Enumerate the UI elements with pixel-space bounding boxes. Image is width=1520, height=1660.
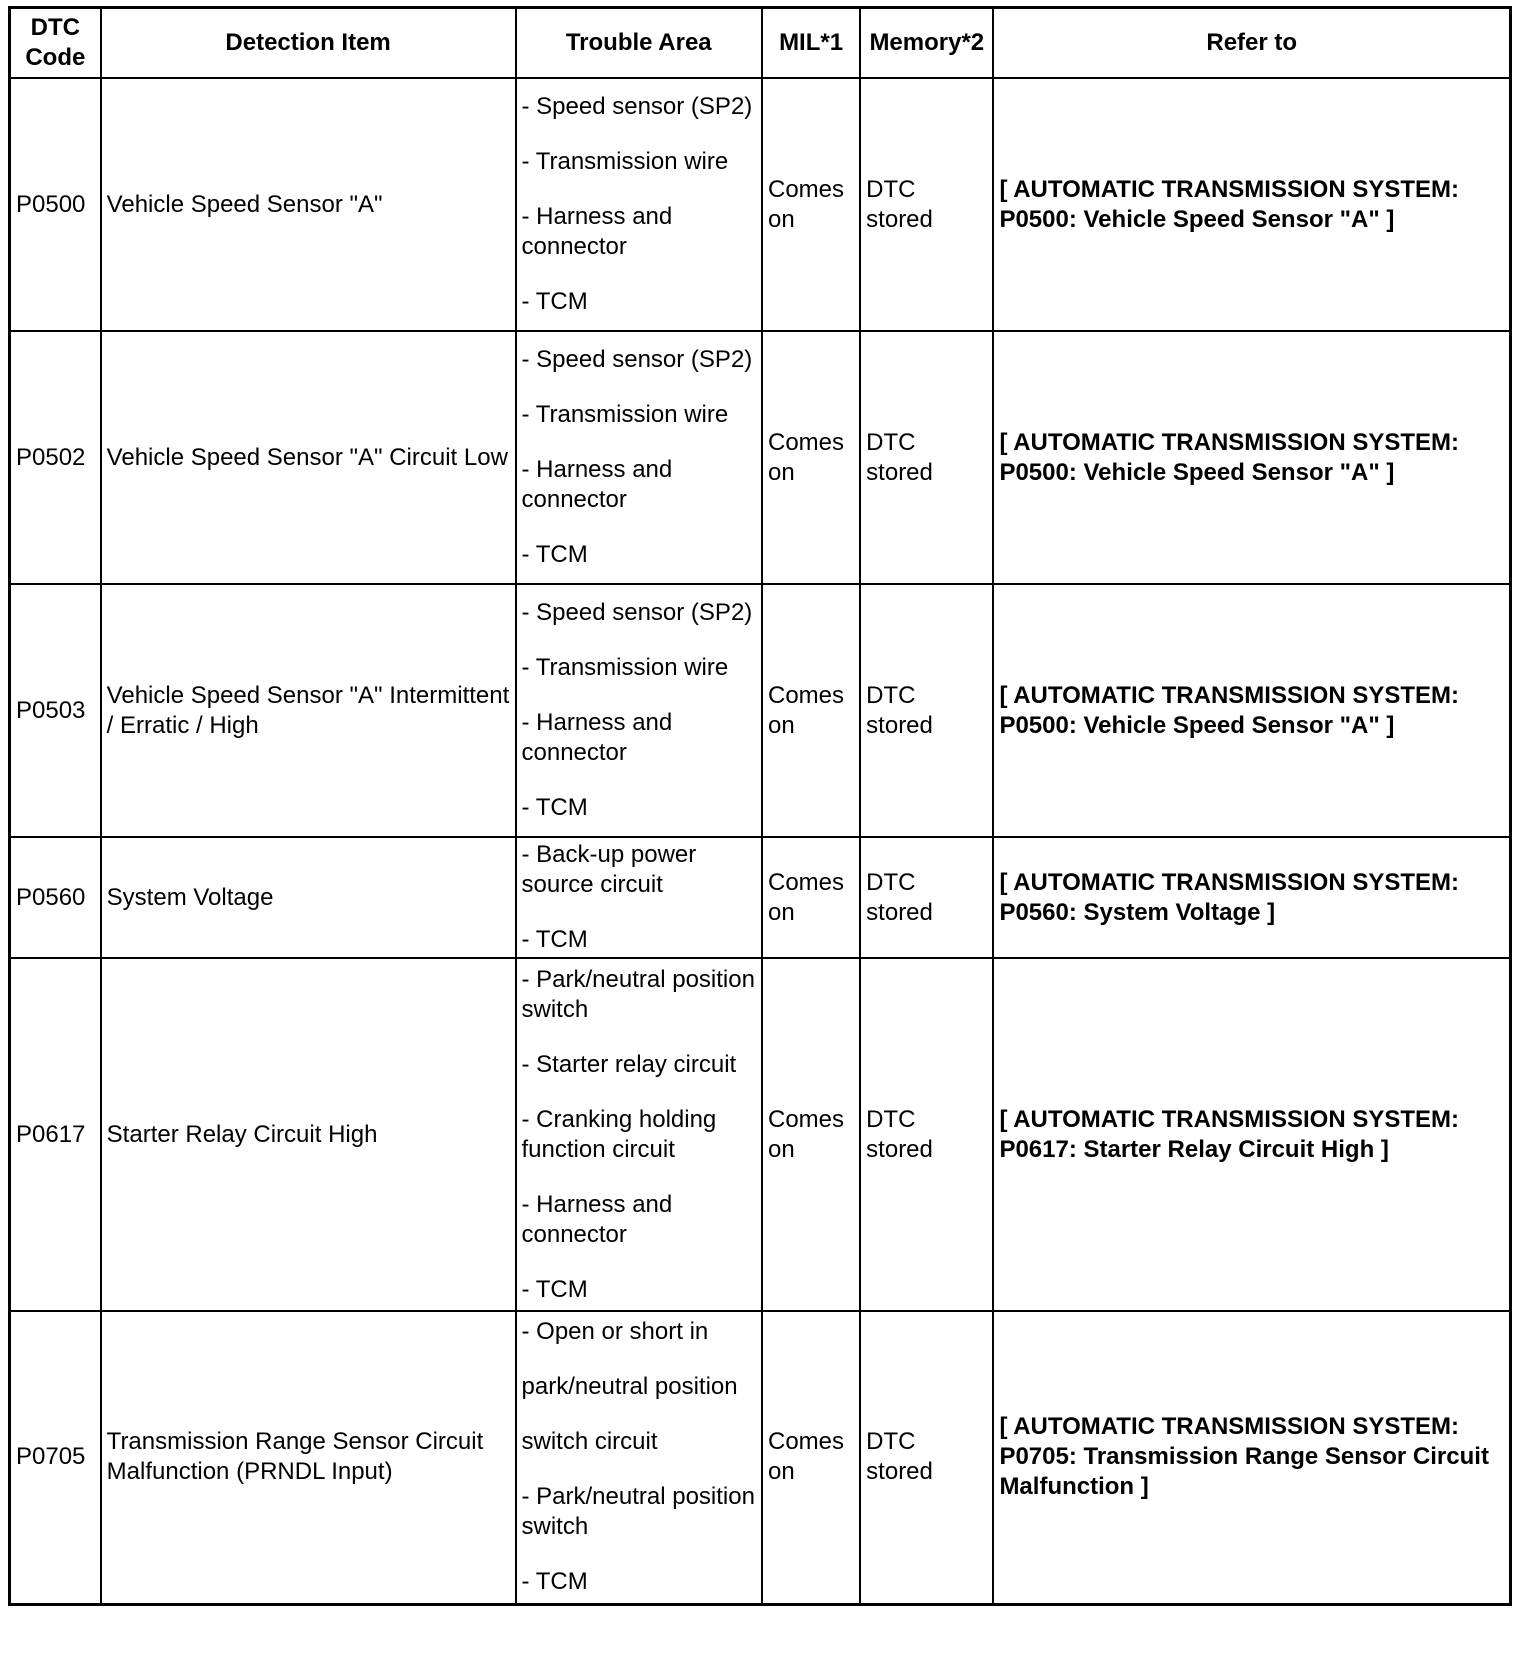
memory-cell: DTC stored <box>860 837 993 958</box>
trouble-area-item: - Harness and connector <box>521 203 673 260</box>
trouble-area-item: - Speed sensor (SP2) <box>521 93 753 120</box>
trouble-area-item: park/neutral position <box>521 1373 738 1401</box>
memory-cell: DTC stored <box>860 78 993 331</box>
header-dtc-code <box>10 8 101 79</box>
refer-to-link[interactable]: [ AUTOMATIC TRANSMISSION SYSTEM: P0560: System Voltage ] <box>993 837 1510 958</box>
detection-item-cell: Vehicle Speed Sensor "A" <box>101 78 516 331</box>
detection-item-cell: System Voltage <box>101 837 516 958</box>
header-mil: MIL*1 <box>762 8 860 79</box>
table-row <box>10 331 1511 584</box>
trouble-area-item: - Park/neutral position switch <box>521 1483 755 1541</box>
header-dtc-code-line1: DTC <box>30 14 80 41</box>
trouble-area-item: - Harness and connector <box>521 456 673 513</box>
refer-to-link[interactable]: [ AUTOMATIC TRANSMISSION SYSTEM: P0500: Vehicle Speed Sensor "A" ] <box>993 331 1510 584</box>
header-memory: Memory*2 <box>860 8 993 79</box>
table-row <box>10 1311 1511 1604</box>
trouble-area-item: - Open or short in <box>521 1318 709 1346</box>
header-detection-item: Detection Item <box>101 8 516 79</box>
table-row <box>10 584 1511 837</box>
trouble-area-item: - TCM <box>521 541 588 568</box>
trouble-area-item: - Back-up power source circuit <box>521 841 697 898</box>
mil-cell: Comes on <box>762 331 860 584</box>
trouble-area-item: - Transmission wire <box>521 148 729 175</box>
dtc-code-cell: P0503 <box>10 584 101 837</box>
memory-cell: DTC stored <box>860 1311 993 1604</box>
trouble-area-item: - TCM <box>521 1275 588 1303</box>
trouble-area-cell <box>516 331 762 584</box>
trouble-area-cell <box>516 1311 762 1604</box>
detection-item-cell: Vehicle Speed Sensor "A" Circuit Low <box>101 331 516 584</box>
trouble-area-item: - Transmission wire <box>521 654 729 681</box>
table-row <box>10 958 1511 1311</box>
table-row <box>10 837 1511 958</box>
trouble-area-item: - Cranking holding function circuit <box>521 1105 717 1163</box>
dtc-table <box>8 6 1512 1606</box>
trouble-area-item: - TCM <box>521 794 588 821</box>
refer-to-link[interactable]: [ AUTOMATIC TRANSMISSION SYSTEM: P0500: Vehicle Speed Sensor "A" ] <box>993 78 1510 331</box>
memory-cell: DTC stored <box>860 331 993 584</box>
mil-cell: Comes on <box>762 1311 860 1604</box>
mil-cell: Comes on <box>762 584 860 837</box>
trouble-area-item: - Starter relay circuit <box>521 1050 737 1078</box>
trouble-area-cell <box>516 837 762 958</box>
header-refer-to: Refer to <box>993 8 1510 79</box>
trouble-area-item: - Harness and connector <box>521 1190 673 1248</box>
trouble-area-item: - Park/neutral position switch <box>521 965 755 1023</box>
trouble-area-cell <box>516 78 762 331</box>
detection-item-cell: Vehicle Speed Sensor "A" Intermittent / Erratic / High <box>101 584 516 837</box>
memory-cell: DTC stored <box>860 958 993 1311</box>
detection-item-cell: Starter Relay Circuit High <box>101 958 516 1311</box>
dtc-code-cell: P0502 <box>10 331 101 584</box>
memory-cell: DTC stored <box>860 584 993 837</box>
trouble-area-item: - Transmission wire <box>521 401 729 428</box>
trouble-area-item: - TCM <box>521 926 588 953</box>
header-row <box>10 8 1511 79</box>
trouble-area-item: - Speed sensor (SP2) <box>521 346 753 373</box>
dtc-code-cell: P0560 <box>10 837 101 958</box>
trouble-area-cell <box>516 584 762 837</box>
trouble-area-item: - TCM <box>521 1568 588 1596</box>
dtc-code-cell: P0500 <box>10 78 101 331</box>
mil-cell: Comes on <box>762 837 860 958</box>
table-row <box>10 78 1511 331</box>
trouble-area-item: - Harness and connector <box>521 709 673 766</box>
header-trouble-area: Trouble Area <box>516 8 762 79</box>
detection-item-cell: Transmission Range Sensor Circuit Malfunction (PRNDL Input) <box>101 1311 516 1604</box>
mil-cell: Comes on <box>762 958 860 1311</box>
dtc-code-cell: P0705 <box>10 1311 101 1604</box>
trouble-area-item: switch circuit <box>521 1428 658 1456</box>
refer-to-link[interactable]: [ AUTOMATIC TRANSMISSION SYSTEM: P0705: Transmission Range Sensor Circuit Malfunction ] <box>993 1311 1510 1604</box>
refer-to-link[interactable]: [ AUTOMATIC TRANSMISSION SYSTEM: P0500: Vehicle Speed Sensor "A" ] <box>993 584 1510 837</box>
refer-to-link[interactable]: [ AUTOMATIC TRANSMISSION SYSTEM: P0617: Starter Relay Circuit High ] <box>993 958 1510 1311</box>
dtc-code-cell: P0617 <box>10 958 101 1311</box>
trouble-area-cell <box>516 958 762 1311</box>
trouble-area-item: - Speed sensor (SP2) <box>521 599 753 626</box>
header-dtc-code-line2: Code <box>25 44 86 71</box>
trouble-area-item: - TCM <box>521 288 588 315</box>
mil-cell: Comes on <box>762 78 860 331</box>
